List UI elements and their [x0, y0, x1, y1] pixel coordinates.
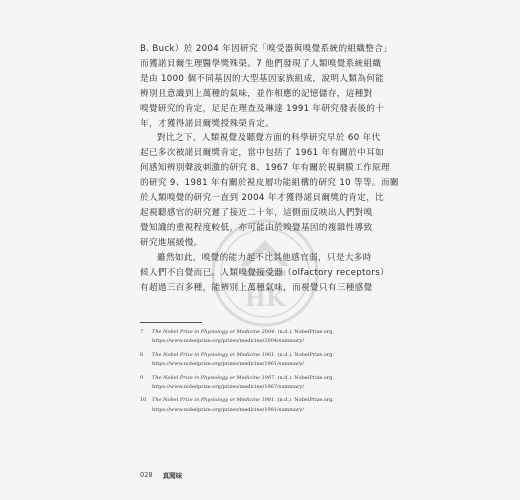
footnote-item [140, 374, 400, 393]
paragraph-line: 嗅覺研究的肯定，足足在理查及琳達 1991 年研究發表後的十 [140, 103, 385, 114]
footnote-number: 7 [140, 329, 144, 335]
footnotes [140, 328, 400, 419]
paragraph-line: 覺知識的重視程度較低，亦可能由於嗅覺基因的複雜性導致 [140, 222, 373, 233]
footnote-title: The Nobel Prize in Physiology or Medicine 2004 [152, 329, 275, 335]
page-footer [140, 470, 182, 480]
footnote-title: The Nobel Prize in Physiology or Medicine 1981 [152, 397, 275, 404]
footnote-url: https://www.nobelprize.org/prizes/medicine/1981/summary/ [152, 406, 304, 413]
footnote-url: https://www.nobelprize.org/prizes/medicine/1961/summary/ [152, 361, 304, 368]
paragraph-line: 有超過三百多種，能辨別上萬種氣味，而視覺只有三種感覺 [140, 282, 373, 293]
paragraph-line: 對比之下，人類視覺及聽覺方面的科學研究早於 60 年代 [157, 133, 381, 144]
paragraph-line: 是由 1000 個不同基因的大型基因家族組成，說明人類為何能 [140, 73, 385, 84]
footnote-url: https://www.nobelprize.org/prizes/medicine/1967/summary/ [152, 384, 304, 391]
footnote-number: 8 [140, 351, 144, 358]
footnote-number: 9 [140, 374, 144, 381]
book-title: 真聞味 [162, 472, 183, 480]
paragraph-line: 雖然如此，嗅覺的能力起不比其他感官弱，只是大多時 [157, 252, 372, 263]
paragraph-line: B. Buck）於 2004 年因研究「嗅受器與嗅覺系統的組織整合」 [140, 44, 393, 54]
paragraph-line: 辨別且意識到上萬種的氣味，並作相應的記憶儲存，這種對 [140, 88, 373, 99]
footnote-source: . (n.d.). NobelPrize.org. [274, 329, 335, 335]
paragraph-line: 而獲諾貝爾生理醫學獎殊榮。7 他們發現了人類嗅覺系統組織 [140, 58, 382, 69]
footnote-number: 10 [140, 397, 147, 404]
paragraph-line: 於人類嗅覺的研究一直到 2004 年才獲得諾貝爾獎的肯定，比 [140, 193, 385, 204]
body-text [140, 42, 399, 295]
footnote-source: . (n.d.). NobelPrize.org. [274, 397, 335, 404]
footnote-item [140, 328, 400, 347]
footnote-title: The Nobel Prize in Physiology or Medicine 1961 [152, 351, 275, 358]
page-number: 028 [140, 471, 153, 479]
watermark-letters: HK [245, 286, 285, 312]
paragraph-line: 起視聽感官的研究遲了接近二十年，這側面反映出人們對嗅 [140, 207, 373, 218]
footnote-item [140, 396, 400, 415]
footnote-source: . (n.d.). NobelPrize.org. [274, 374, 335, 381]
footnote-divider [140, 322, 202, 323]
paragraph-line: 何感知辨別聲波刺激的研究 8、1967 年有關於視網膜工作原理 [140, 163, 390, 174]
paragraph-line: 的研究 9、1981 年有關於視皮層功能組構的研究 10 等等。而關 [140, 178, 399, 189]
footnote-title: The Nobel Prize in Physiology or Medicine 1967 [152, 374, 275, 381]
footnote-url: https://www.nobelprize.org/prizes/medicine/2004/summary/ [152, 338, 304, 345]
footnote-source: . (n.d.). NobelPrize.org. [274, 351, 335, 358]
paragraph-line: 起已多次被諾貝爾獎肯定，當中包括了 1961 年有關於中耳如 [140, 148, 385, 159]
paragraph-line: 年，才獲得諾貝爾獎授殊榮肯定。 [140, 118, 275, 129]
paragraph-line: 候人們不自覺而已。人類嗅覺接受器（olfactory receptors） [140, 267, 390, 278]
footnote-item [140, 351, 400, 370]
paragraph-line: 研究進展緩慢。 [140, 237, 203, 248]
